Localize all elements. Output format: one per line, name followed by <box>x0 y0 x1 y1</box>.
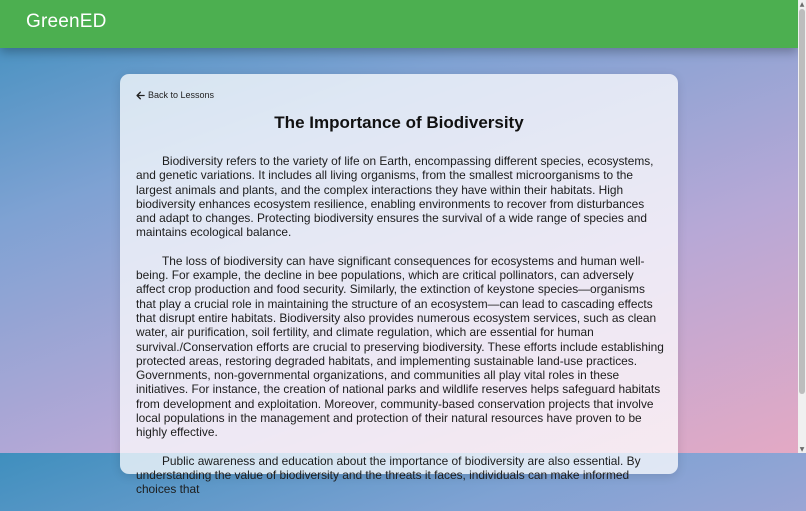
triangle-down-icon[interactable]: ▼ <box>799 445 805 453</box>
lesson-paragraph: Public awareness and education about the importance of biodiversity are also essential. By understanding the value of biodiversity and the threats it faces, individuals can make informed choices that <box>136 453 641 497</box>
page-scrollbar[interactable] <box>798 0 806 453</box>
lesson-paragraph: Biodiversity refers to the variety of life on Earth, encompassing different species, ecosystems, and genetic variations. It includes all living organisms, from the smallest microorganisms to the largest animals and plants, and the complex interactions they have within their habitats. High biodiversity enhances ecosystem resilience, enabling environments to recover from disturbances and adapt to changes. Protecting biodiversity ensures the survival of a wide range of species and maintains ecological balance. <box>136 154 654 240</box>
lesson-card <box>120 74 678 497</box>
arrow-left-icon <box>136 91 145 100</box>
back-to-lessons-link[interactable] <box>136 90 214 100</box>
back-link-label: Back to Lessons <box>148 90 215 100</box>
brand-logo[interactable]: GreenED <box>26 11 107 32</box>
triangle-up-icon[interactable]: ▲ <box>799 0 805 8</box>
lesson-body <box>136 154 664 511</box>
scrollbar-thumb[interactable] <box>799 9 805 394</box>
lesson-title: The Importance of Biodiversity <box>274 113 524 132</box>
app-header <box>0 0 798 48</box>
lesson-paragraph: The loss of biodiversity can have significant consequences for ecosystems and human well-being. For example, the decline in bee populations, which are critical pollinators, can adversely affect crop production and food security. Similarly, the extinction of keystone species—organisms that play a crucial role in maintaining the structure of an ecosystem—can lead to cascading effects that disrupt entire habitats. Biodiversity also provides numerous ecosystem services, such as clean water, air purification, soil fertility, and climate regulation, which are essential for human survival./Conservation efforts are crucial to preserving biodiversity. These efforts include establishing protected areas, restoring degraded habitats, and implementing sustainable land-use practices. Governments, non-governmental organizations, and communities all play vital roles in these initiatives. For instance, the creation of national parks and wildlife reserves helps safeguard habitats from development and exploitation. Moreover, community-based conservation projects that involve local populations in the management and protection of their natural resources have proven to be highly effective. <box>136 253 664 440</box>
